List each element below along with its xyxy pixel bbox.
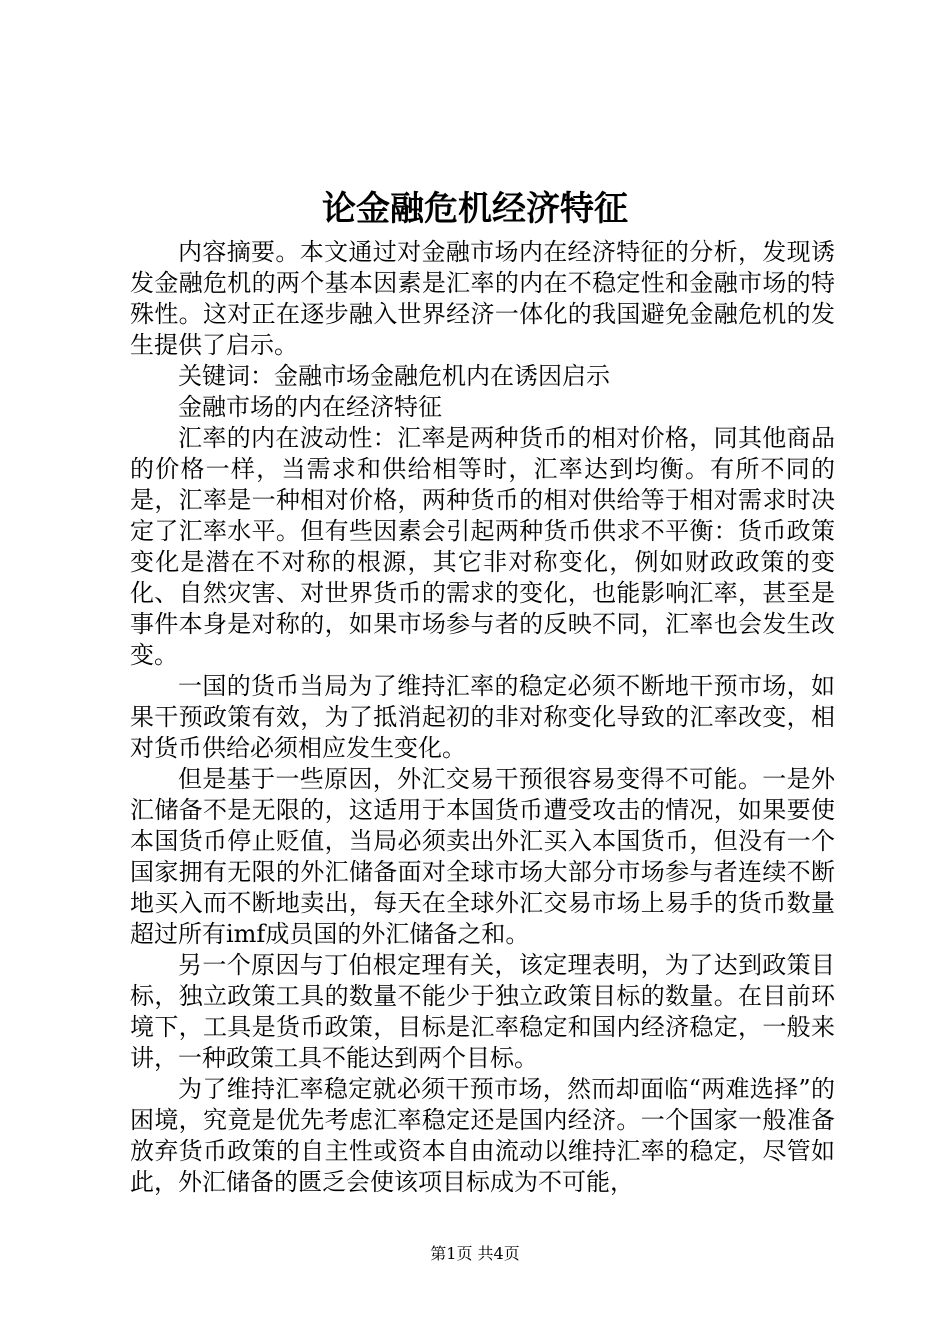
document-body — [130, 237, 835, 1198]
body-paragraph: 另一个原因与丁伯根定理有关，该定理表明，为了达到政策目标，独立政策工具的数量不能少于独立政策目标的数量。在目前环境下，工具是货币政策，目标是汇率稳定和国内经济稳定，一般来讲，一种政策工具不能达到两个目标。 — [130, 951, 835, 1072]
body-paragraph: 为了维持汇率稳定就必须干预市场，然而却面临“两难选择”的困境，究竟是优先考虑汇率稳定还是国内经济。一个国家一般准备放弃货币政策的自主性或资本自由流动以维持汇率的稳定，尽管如此，外汇储备的匮乏会使该项目标成为不可能， — [130, 1075, 835, 1196]
page-title: 论金融危机经济特征 — [322, 189, 628, 229]
body-paragraph: 一国的货币当局为了维持汇率的稳定必须不断地干预市场，如果干预政策有效，为了抵消起初的非对称变化导致的汇率改变，相对货币供给必须相应发生变化。 — [130, 672, 835, 762]
keywords-paragraph: 关键词：金融市场金融危机内在诱因启示 — [178, 362, 610, 390]
page-footer: 第1页 共4页 — [430, 1244, 520, 1263]
body-paragraph: 汇率的内在波动性：汇率是两种货币的相对价格，同其他商品的价格一样，当需求和供给相等时，汇率达到均衡。有所不同的是，汇率是一种相对价格，两种货币的相对供给等于相对需求时决定了汇率水平。但有些因素会引起两种货币供求不平衡：货币政策变化是潜在不对称的根源，其它非对称变化，例如财政政策的变化、自然灾害、对世界货币的需求的变化，也能影响汇率，甚至是事件本身是对称的，如果市场参与者的反映不同，汇率也会发生改变。 — [130, 424, 835, 669]
section-heading: 金融市场的内在经济特征 — [178, 393, 442, 421]
abstract-paragraph: 内容摘要。本文通过对金融市场内在经济特征的分析，发现诱发金融危机的两个基本因素是汇率的内在不稳定性和金融市场的特殊性。这对正在逐步融入世界经济一体化的我国避免金融危机的发生提供了启示。 — [130, 238, 835, 359]
body-paragraph: 但是基于一些原因，外汇交易干预很容易变得不可能。一是外汇储备不是无限的，这适用于本国货币遭受攻击的情况，如果要使本国货币停止贬值，当局必须卖出外汇买入本国货币，但没有一个国家拥有无限的外汇储备面对全球市场大部分市场参与者连续不断地买入而不断地卖出，每天在全球外汇交易市场上易手的货币数量超过所有imf成员国的外汇储备之和。 — [130, 765, 835, 948]
